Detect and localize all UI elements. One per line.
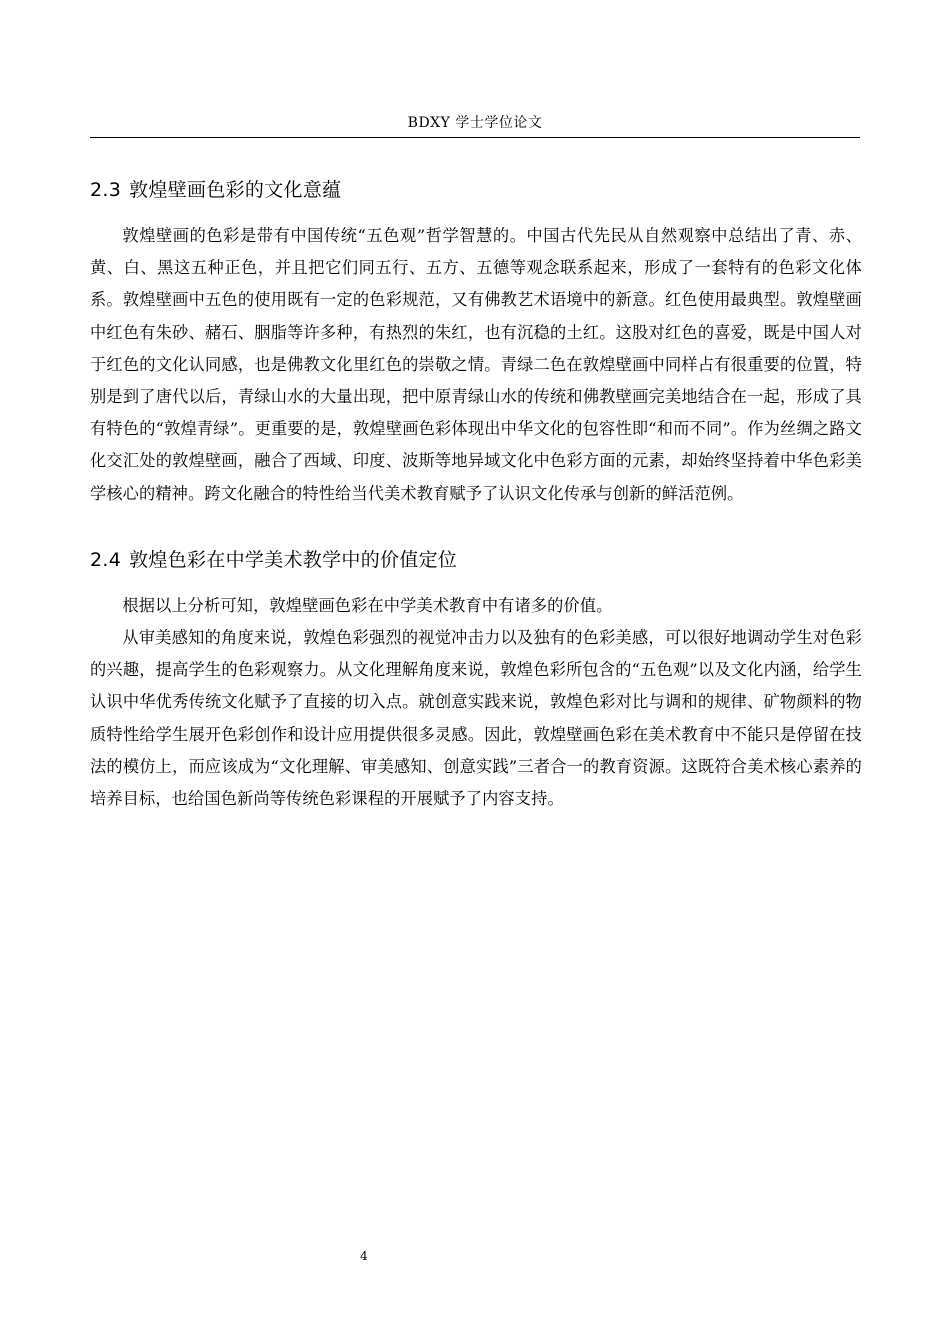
section-number: 2.3 [90, 179, 122, 201]
section-2-4 [90, 540, 862, 815]
document-body [90, 170, 862, 815]
paragraph: 从审美感知的角度来说，敦煌色彩强烈的视觉冲击力以及独有的色彩美感，可以很好地调动学生对色彩的兴趣，提高学生的色彩观察力。从文化理解角度来说，敦煌色彩所包含的“五色观”以及文化内涵，给学生认识中华优秀传统文化赋予了直接的切入点。就创意实践来说，敦煌色彩对比与调和的规律、矿物颜料的物质特性给学生展开色彩创作和设计应用提供很多灵感。因此，敦煌壁画色彩在美术教育中不能只是停留在技法的模仿上，而应该成为“文化理解、审美感知、创意实践”三者合一的教育资源。这既符合美术核心素养的培养目标，也给国色新尚等传统色彩课程的开展赋予了内容支持。 [90, 628, 862, 809]
section-heading [90, 540, 862, 580]
section-heading [90, 170, 862, 210]
paragraph: 根据以上分析可知，敦煌壁画色彩在中学美术教育中有诸多的价值。 [122, 595, 613, 615]
section-2-3 [90, 170, 862, 510]
section-title: 敦煌壁画色彩的文化意蕴 [129, 179, 342, 201]
page-header [90, 113, 860, 138]
page-number: 4 [360, 1249, 368, 1263]
paragraph: 敦煌壁画的色彩是带有中国传统“五色观”哲学智慧的。中国古代先民从自然观察中总结出了青、赤、黄、白、黑这五种正色，并且把它们同五行、五方、五德等观念联系起来，形成了一套特有的色彩文化体系。敦煌壁画中五色的使用既有一定的色彩规范，又有佛教艺术语境中的新意。红色使用最典型。敦煌壁画中红色有朱砂、赭石、胭脂等许多种，有热烈的朱红，也有沉稳的土红。这股对红色的喜爱，既是中国人对于红色的文化认同感，也是佛教文化里红色的崇敬之情。青绿二色在敦煌壁画中同样占有很重要的位置，特别是到了唐代以后，青绿山水的大量出现，把中原青绿山水的传统和佛教壁画完美地结合在一起，形成了具有特色的“敦煌青绿”。更重要的是，敦煌壁画色彩体现出中华文化的包容性即“和而不同”。作为丝绸之路文化交汇处的敦煌壁画，融合了西域、印度、波斯等地异域文化中色彩方面的元素，却始终坚持着中华色彩美学核心的精神。跨文化融合的特性给当代美术教育赋予了认识文化传承与创新的鲜活范例。 [90, 226, 862, 503]
section-title: 敦煌色彩在中学美术教学中的价值定位 [129, 548, 458, 571]
section-number: 2.4 [90, 548, 122, 571]
header-title: BDXY 学士学位论文 [407, 115, 543, 131]
